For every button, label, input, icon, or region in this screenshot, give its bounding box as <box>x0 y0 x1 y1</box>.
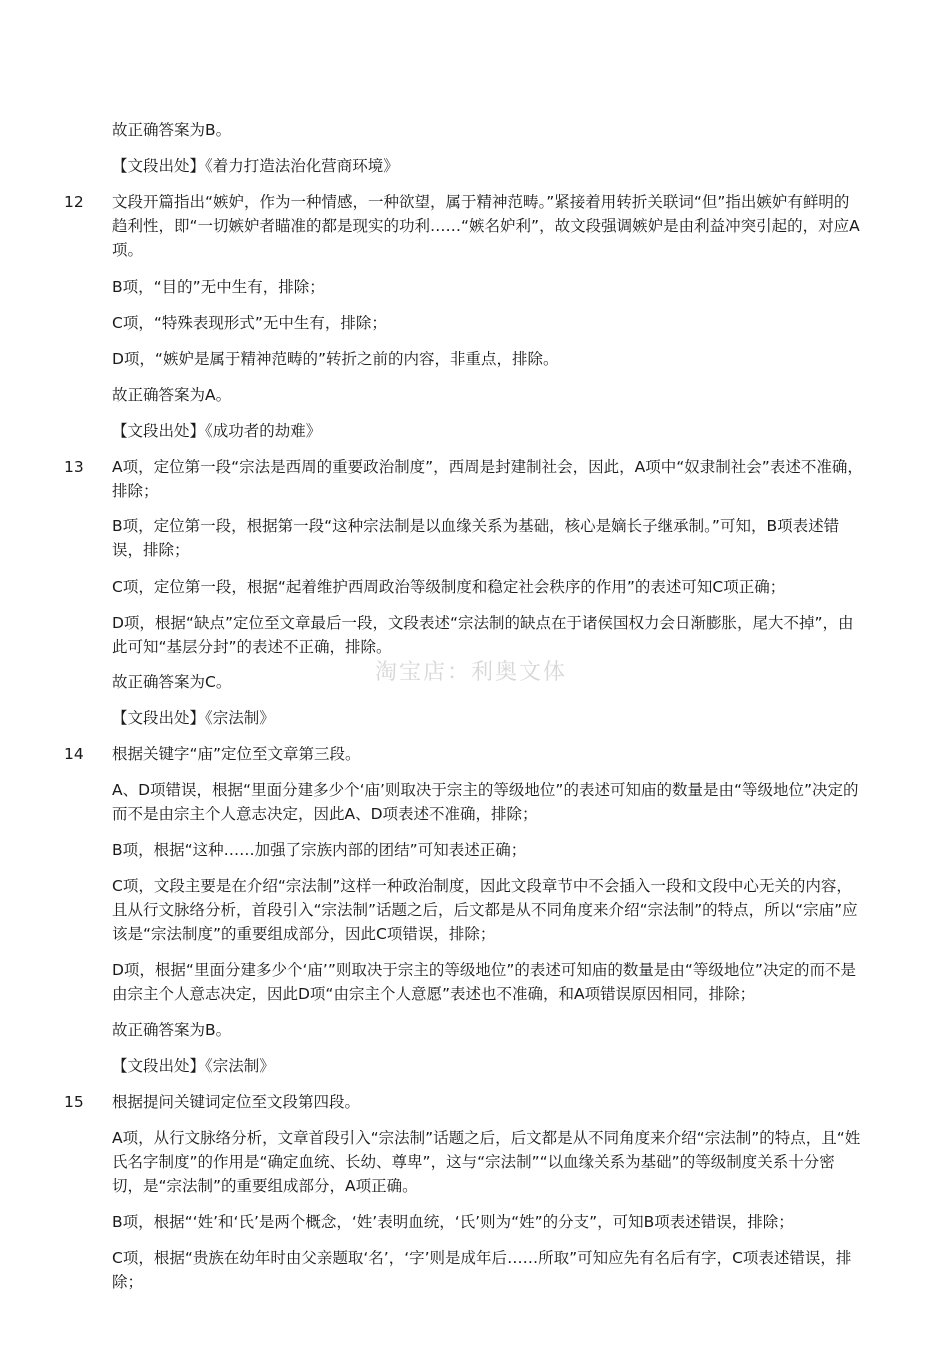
answer-line: 故正确答案为A。 <box>112 386 232 404</box>
option-explanation: D项，根据“里面分建多少个‘庙’”则取决于宗主的等级地位”的表述可知庙的数量是由“等级地位”决定的而不是由宗主个人意志决定，因此D项“由宗主个人意愿”表述也不准确，和A项错误原因相同，排除； <box>112 961 856 1003</box>
option-explanation: D项，根据“缺点”定位至文章最后一段，文段表述“宗法制的缺点在于诸侯国权力会日渐膨胀，尾大不掉”，由此可知“基层分封”的表述不正确，排除。 <box>112 614 854 656</box>
option-explanation: A、D项错误，根据“里面分建多少个‘庙’则取决于宗主的等级地位”的表述可知庙的数量是由“等级地位”决定的而不是由宗主个人意志决定，因此A、D项表述不准确，排除； <box>112 781 859 823</box>
source-line: 【文段出处】《着力打造法治化营商环境》 <box>112 157 399 175</box>
source-line: 【文段出处】《宗法制》 <box>112 1057 275 1075</box>
option-explanation: A项，定位第一段“宗法是西周的重要政治制度”，西周是封建制社会，因此，A项中“奴隶制社会”表述不准确，排除； <box>112 458 863 500</box>
option-explanation: B项，“目的”无中生有，排除； <box>112 278 325 296</box>
answer-line: 故正确答案为B。 <box>112 1021 232 1039</box>
question-number: 12 <box>64 193 84 211</box>
option-explanation: B项，根据“这种……加强了宗族内部的团结”可知表述正确； <box>112 841 527 859</box>
option-explanation: C项，文段主要是在介绍“宗法制”这样一种政治制度，因此文段章节中不会插入一段和文段中心无关的内容，且从行文脉络分析，首段引入“宗法制”话题之后，后文都是从不同角度来介绍“宗法制”的特点，所以“宗庙”应该是“宗法制度”的重要组成部分，因此C项错误，排除； <box>112 877 858 943</box>
question-number: 15 <box>64 1093 84 1111</box>
watermark: 淘宝店：利奥文体 <box>375 660 568 685</box>
locate-line: 根据关键字“庙”定位至文章第三段。 <box>112 745 361 763</box>
source-line: 【文段出处】《成功者的劫难》 <box>112 422 322 440</box>
source-line: 【文段出处】《宗法制》 <box>112 709 275 727</box>
option-explanation: C项，根据“贵族在幼年时由父亲题取‘名’，‘字’则是成年后……所取”可知应先有名后有字，C项表述错误，排除； <box>112 1249 852 1291</box>
option-explanation: A项，从行文脉络分析，文章首段引入“宗法制”话题之后，后文都是从不同角度来介绍“宗法制”的特点，且“姓氏名字制度”的作用是“确定血统、长幼、尊卑”，这与“宗法制”“以血缘关系为基础”的等级制度关系十分密切，是“宗法制”的重要组成部分，A项正确。 <box>112 1129 861 1195</box>
option-explanation: C项，定位第一段，根据“起着维护西周政治等级制度和稳定社会秩序的作用”的表述可知C项正确； <box>112 578 786 596</box>
answer-line: 故正确答案为C。 <box>112 673 232 691</box>
explanation-paragraph: 文段开篇指出“嫉妒，作为一种情感，一种欲望，属于精神范畴。”紧接着用转折关联词“但”指出嫉妒有鲜明的趋利性，即“一切嫉妒者瞄准的都是现实的功利……“嫉名妒利”，故文段强调嫉妒是由利益冲突引起的，对应A项。 <box>112 193 860 259</box>
option-explanation: B项，根据“‘姓’和‘氏’是两个概念，‘姓’表明血统，‘氏’则为“姓”的分支”，可知B项表述错误，排除； <box>112 1213 794 1231</box>
question-number: 13 <box>64 458 84 476</box>
locate-line: 根据提问关键词定位至文段第四段。 <box>112 1093 361 1111</box>
option-explanation: D项，“嫉妒是属于精神范畴的”转折之前的内容，非重点，排除。 <box>112 350 559 368</box>
option-explanation: C项，“特殊表现形式”无中生有，排除； <box>112 314 387 332</box>
option-explanation: B项，定位第一段，根据第一段“这种宗法制是以血缘关系为基础，核心是嫡长子继承制。”可知，B项表述错误，排除； <box>112 517 840 559</box>
answer-line: 故正确答案为B。 <box>112 121 232 139</box>
question-number: 14 <box>64 745 84 763</box>
